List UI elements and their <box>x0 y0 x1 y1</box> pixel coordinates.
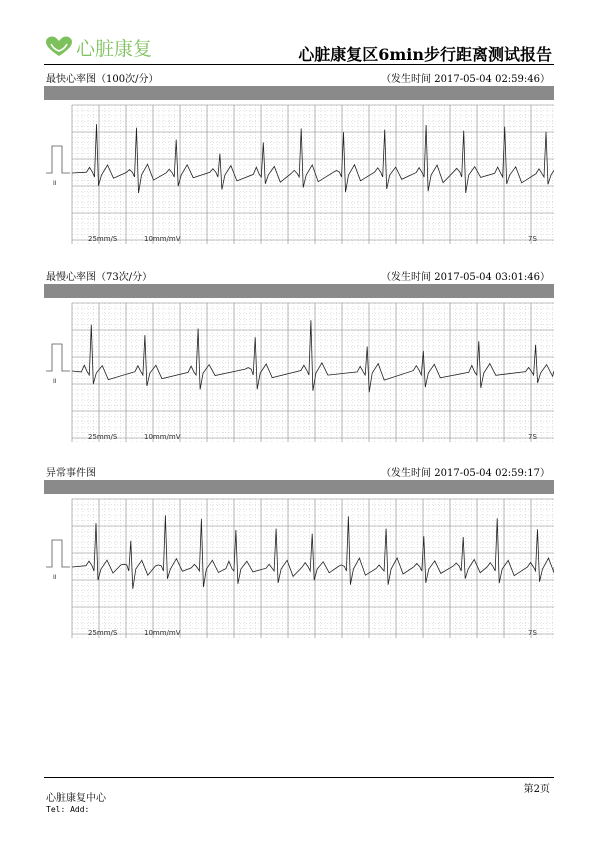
speed-label: 25mm/S <box>88 433 118 441</box>
ecg-waveform <box>72 515 554 588</box>
section-time-abnormal: （发生时间 2017-05-04 02:59:17） <box>381 468 550 479</box>
section-title-abnormal: 异常事件图 <box>46 468 96 479</box>
logo-text: 心脏康复 <box>76 37 153 60</box>
ecg-grid-minor <box>72 499 554 638</box>
green-heart-hands-icon <box>44 35 74 59</box>
ecg-grid-major <box>72 303 554 442</box>
section-bar <box>44 480 554 494</box>
lead-label: II <box>53 574 57 581</box>
calibration-pulse <box>46 344 70 371</box>
speed-label: 25mm/S <box>88 235 118 243</box>
lead-label: II <box>53 180 57 187</box>
calibration-pulse <box>46 146 70 173</box>
contact-line: Tel: Add: <box>46 805 90 814</box>
ecg-waveform <box>72 124 554 193</box>
report-title: 心脏康复区6min步行距离测试报告 <box>298 45 552 64</box>
speed-label: 25mm/S <box>88 629 118 637</box>
ecg-strip-abnormal <box>44 495 554 638</box>
section-bar <box>44 284 554 298</box>
gain-label: 10mm/mV <box>144 235 181 243</box>
duration-label: 7S <box>528 235 537 243</box>
section-title-fastest: 最快心率图（100次/分） <box>46 74 159 85</box>
section-bar <box>44 86 554 100</box>
lead-label: II <box>53 378 57 385</box>
duration-label: 7S <box>528 629 537 637</box>
logo <box>44 34 152 60</box>
ecg-grid-major <box>72 499 554 638</box>
gain-label: 10mm/mV <box>144 629 181 637</box>
calibration-pulse <box>46 540 70 567</box>
page-number: 第2页 <box>523 784 550 795</box>
duration-label: 7S <box>528 433 537 441</box>
section-time-slowest: （发生时间 2017-05-04 03:01:46） <box>381 272 550 283</box>
footer-divider <box>44 777 554 778</box>
center-name: 心脏康复中心 <box>46 793 106 804</box>
ecg-grid-major <box>72 105 554 244</box>
ecg-grid-minor <box>72 303 554 442</box>
ecg-strip-slowest <box>44 299 554 442</box>
section-title-slowest: 最慢心率图（73次/分） <box>46 272 153 283</box>
ecg-strip-fastest <box>44 101 554 244</box>
section-time-fastest: （发生时间 2017-05-04 02:59:46） <box>381 74 550 85</box>
ecg-waveform <box>72 320 554 392</box>
ecg-grid-minor <box>72 105 554 244</box>
header-divider <box>44 64 554 65</box>
gain-label: 10mm/mV <box>144 433 181 441</box>
